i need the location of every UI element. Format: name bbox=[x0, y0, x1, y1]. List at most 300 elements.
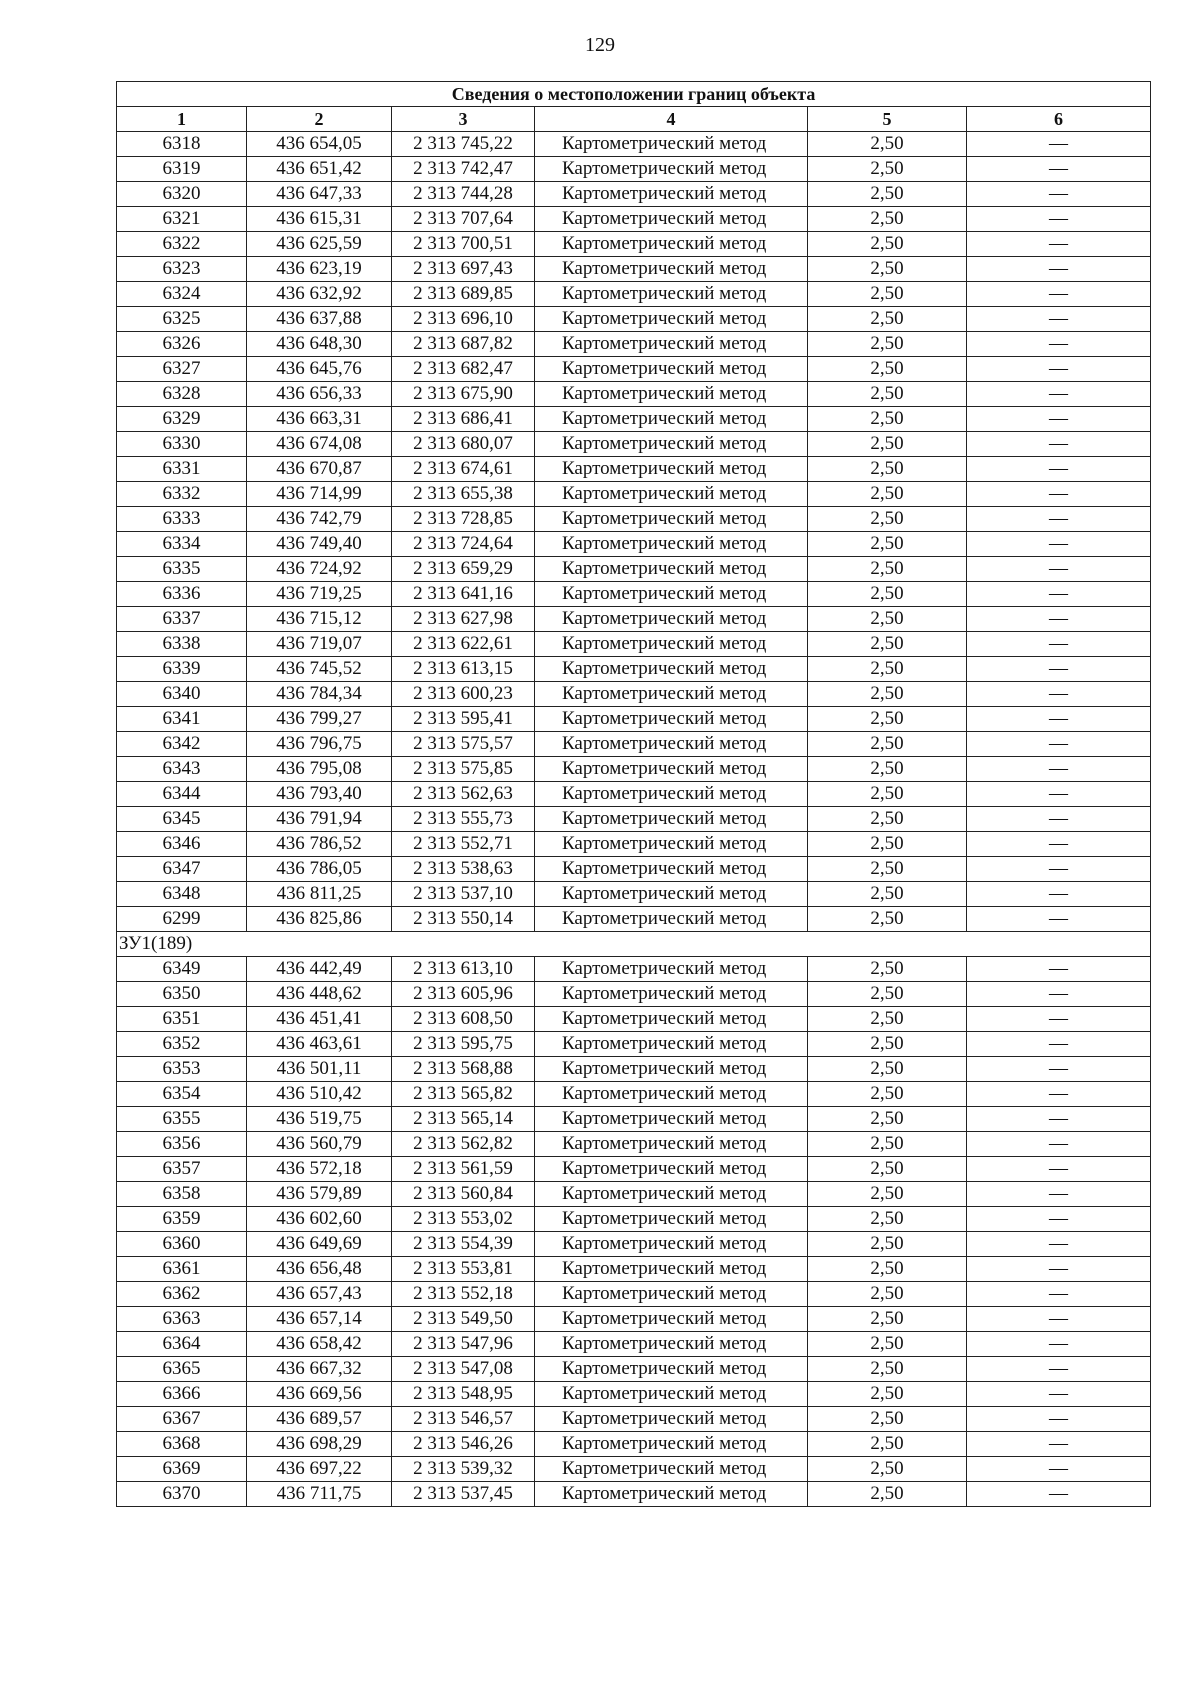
table-row bbox=[117, 1382, 1151, 1407]
table-cell: — bbox=[967, 507, 1151, 532]
table-cell: — bbox=[967, 1032, 1151, 1057]
table-cell: — bbox=[967, 1207, 1151, 1232]
table-cell: Картометрический метод bbox=[535, 332, 808, 357]
table-cell: Картометрический метод bbox=[535, 1157, 808, 1182]
table-cell: 6356 bbox=[117, 1132, 247, 1157]
table-cell: 436 649,69 bbox=[247, 1232, 392, 1257]
table-cell: 2,50 bbox=[808, 1382, 967, 1407]
table-cell: 2,50 bbox=[808, 157, 967, 182]
table-cell: — bbox=[967, 707, 1151, 732]
table-row bbox=[117, 1132, 1151, 1157]
table-row bbox=[117, 682, 1151, 707]
table-cell: 6299 bbox=[117, 907, 247, 932]
table-row bbox=[117, 307, 1151, 332]
table-cell: 6332 bbox=[117, 482, 247, 507]
table-cell: Картометрический метод bbox=[535, 357, 808, 382]
table-cell: 2,50 bbox=[808, 282, 967, 307]
table-row bbox=[117, 557, 1151, 582]
table-row bbox=[117, 1007, 1151, 1032]
table-row bbox=[117, 782, 1151, 807]
table-cell: Картометрический метод bbox=[535, 582, 808, 607]
table-cell: 2 313 562,82 bbox=[392, 1132, 535, 1157]
table-cell: — bbox=[967, 1307, 1151, 1332]
table-cell: Картометрический метод bbox=[535, 782, 808, 807]
table-cell: 436 451,41 bbox=[247, 1007, 392, 1032]
column-header: 4 bbox=[535, 107, 808, 132]
table-cell: 436 657,14 bbox=[247, 1307, 392, 1332]
table-cell: 2,50 bbox=[808, 507, 967, 532]
table-cell: 436 799,27 bbox=[247, 707, 392, 732]
table-row bbox=[117, 882, 1151, 907]
table-cell: 436 623,19 bbox=[247, 257, 392, 282]
table-cell: Картометрический метод bbox=[535, 557, 808, 582]
table-cell: — bbox=[967, 607, 1151, 632]
table-cell: 2 313 655,38 bbox=[392, 482, 535, 507]
table-cell: 436 786,52 bbox=[247, 832, 392, 857]
table-cell: — bbox=[967, 1057, 1151, 1082]
table-cell: 6328 bbox=[117, 382, 247, 407]
table-cell: 436 632,92 bbox=[247, 282, 392, 307]
table-row bbox=[117, 332, 1151, 357]
table-row bbox=[117, 357, 1151, 382]
table-cell: — bbox=[967, 1332, 1151, 1357]
table-cell: Картометрический метод bbox=[535, 1132, 808, 1157]
table-row bbox=[117, 257, 1151, 282]
table-cell: — bbox=[967, 682, 1151, 707]
table-cell: 436 651,42 bbox=[247, 157, 392, 182]
table-cell: 6370 bbox=[117, 1482, 247, 1507]
table-cell: 6353 bbox=[117, 1057, 247, 1082]
table-cell: 2,50 bbox=[808, 257, 967, 282]
table-cell: 2,50 bbox=[808, 732, 967, 757]
table-cell: 2 313 554,39 bbox=[392, 1232, 535, 1257]
table-cell: 6339 bbox=[117, 657, 247, 682]
table-cell: 436 719,25 bbox=[247, 582, 392, 607]
table-cell: Картометрический метод bbox=[535, 1207, 808, 1232]
table-row bbox=[117, 807, 1151, 832]
table-row bbox=[117, 182, 1151, 207]
table-cell: 436 658,42 bbox=[247, 1332, 392, 1357]
table-cell: Картометрический метод bbox=[535, 307, 808, 332]
table-cell: 6365 bbox=[117, 1357, 247, 1382]
table-cell: 436 715,12 bbox=[247, 607, 392, 632]
table-cell: Картометрический метод bbox=[535, 757, 808, 782]
table-cell: 2 313 560,84 bbox=[392, 1182, 535, 1207]
table-cell: 2,50 bbox=[808, 757, 967, 782]
table-cell: Картометрический метод bbox=[535, 657, 808, 682]
table-cell: — bbox=[967, 132, 1151, 157]
table-cell: — bbox=[967, 357, 1151, 382]
table-cell: 2 313 641,16 bbox=[392, 582, 535, 607]
table-cell: — bbox=[967, 1357, 1151, 1382]
table-row bbox=[117, 857, 1151, 882]
table-cell: 6334 bbox=[117, 532, 247, 557]
table-cell: 2 313 547,08 bbox=[392, 1357, 535, 1382]
table-cell: 436 501,11 bbox=[247, 1057, 392, 1082]
table-cell: 2 313 613,15 bbox=[392, 657, 535, 682]
table-cell: 6325 bbox=[117, 307, 247, 332]
table-cell: 2 313 552,18 bbox=[392, 1282, 535, 1307]
table-cell: 2,50 bbox=[808, 482, 967, 507]
table-cell: 2,50 bbox=[808, 1357, 967, 1382]
table-row bbox=[117, 407, 1151, 432]
column-header: 2 bbox=[247, 107, 392, 132]
table-row bbox=[117, 282, 1151, 307]
table-cell: — bbox=[967, 807, 1151, 832]
table-cell: 6368 bbox=[117, 1432, 247, 1457]
table-cell: 2,50 bbox=[808, 1207, 967, 1232]
table-cell: 436 615,31 bbox=[247, 207, 392, 232]
table-cell: 2,50 bbox=[808, 982, 967, 1007]
table-cell: 6350 bbox=[117, 982, 247, 1007]
table-cell: 2,50 bbox=[808, 532, 967, 557]
table-cell: — bbox=[967, 882, 1151, 907]
table-cell: — bbox=[967, 1432, 1151, 1457]
table-cell: Картометрический метод bbox=[535, 907, 808, 932]
table-cell: 2,50 bbox=[808, 132, 967, 157]
table-cell: 436 745,52 bbox=[247, 657, 392, 682]
table-cell: 436 786,05 bbox=[247, 857, 392, 882]
table-cell: 6338 bbox=[117, 632, 247, 657]
table-cell: 2 313 682,47 bbox=[392, 357, 535, 382]
table-cell: 436 442,49 bbox=[247, 957, 392, 982]
table-cell: 436 654,05 bbox=[247, 132, 392, 157]
table-cell: Картометрический метод bbox=[535, 1457, 808, 1482]
table-row bbox=[117, 232, 1151, 257]
table-cell: Картометрический метод bbox=[535, 882, 808, 907]
table-cell: 6342 bbox=[117, 732, 247, 757]
table-cell: — bbox=[967, 657, 1151, 682]
table-cell: 436 602,60 bbox=[247, 1207, 392, 1232]
boundary-coordinates-table bbox=[116, 81, 1151, 1507]
table-cell: Картометрический метод bbox=[535, 1107, 808, 1132]
table-cell: — bbox=[967, 232, 1151, 257]
table-cell: 2,50 bbox=[808, 607, 967, 632]
table-cell: 436 724,92 bbox=[247, 557, 392, 582]
table-cell: Картометрический метод bbox=[535, 482, 808, 507]
table-title-row bbox=[117, 82, 1151, 107]
table-cell: 2 313 680,07 bbox=[392, 432, 535, 457]
table-cell: Картометрический метод bbox=[535, 857, 808, 882]
table-cell: 2,50 bbox=[808, 1482, 967, 1507]
table-cell: — bbox=[967, 1007, 1151, 1032]
table-cell: Картометрический метод bbox=[535, 807, 808, 832]
table-cell: 436 510,42 bbox=[247, 1082, 392, 1107]
table-cell: 436 656,48 bbox=[247, 1257, 392, 1282]
table-cell: — bbox=[967, 307, 1151, 332]
table-cell: 436 519,75 bbox=[247, 1107, 392, 1132]
table-cell: 2,50 bbox=[808, 207, 967, 232]
table-cell: Картометрический метод bbox=[535, 1432, 808, 1457]
table-cell: 6337 bbox=[117, 607, 247, 632]
table-cell: 436 579,89 bbox=[247, 1182, 392, 1207]
table-cell: Картометрический метод bbox=[535, 432, 808, 457]
table-cell: 2 313 550,14 bbox=[392, 907, 535, 932]
table-cell: 436 796,75 bbox=[247, 732, 392, 757]
table-row bbox=[117, 457, 1151, 482]
table-cell: 6323 bbox=[117, 257, 247, 282]
table-row bbox=[117, 907, 1151, 932]
table-cell: Картометрический метод bbox=[535, 1032, 808, 1057]
table-cell: — bbox=[967, 532, 1151, 557]
table-cell: 436 663,31 bbox=[247, 407, 392, 432]
table-cell: 436 791,94 bbox=[247, 807, 392, 832]
table-cell: — bbox=[967, 457, 1151, 482]
table-cell: 2 313 555,73 bbox=[392, 807, 535, 832]
table-row bbox=[117, 1182, 1151, 1207]
table-cell: Картометрический метод bbox=[535, 607, 808, 632]
table-cell: Картометрический метод bbox=[535, 957, 808, 982]
table-cell: 436 648,30 bbox=[247, 332, 392, 357]
table-cell: 2,50 bbox=[808, 682, 967, 707]
table-cell: — bbox=[967, 382, 1151, 407]
table-cell: 2 313 674,61 bbox=[392, 457, 535, 482]
section-label: ЗУ1(189) bbox=[117, 932, 1151, 957]
table-row bbox=[117, 1082, 1151, 1107]
table-cell: 2 313 575,85 bbox=[392, 757, 535, 782]
table-row bbox=[117, 1457, 1151, 1482]
table-cell: 6366 bbox=[117, 1382, 247, 1407]
table-cell: 2,50 bbox=[808, 1032, 967, 1057]
table-cell: 436 711,75 bbox=[247, 1482, 392, 1507]
table-cell: Картометрический метод bbox=[535, 207, 808, 232]
table-cell: 2,50 bbox=[808, 657, 967, 682]
table-row bbox=[117, 1057, 1151, 1082]
table-cell: — bbox=[967, 1482, 1151, 1507]
table-cell: 436 670,87 bbox=[247, 457, 392, 482]
table-cell: 2,50 bbox=[808, 307, 967, 332]
table-cell: 2,50 bbox=[808, 1132, 967, 1157]
table-cell: 2 313 568,88 bbox=[392, 1057, 535, 1082]
table-cell: Картометрический метод bbox=[535, 282, 808, 307]
table-cell: 2 313 538,63 bbox=[392, 857, 535, 882]
table-cell: 6352 bbox=[117, 1032, 247, 1057]
table-cell: 2,50 bbox=[808, 957, 967, 982]
table-row bbox=[117, 757, 1151, 782]
table-row bbox=[117, 207, 1151, 232]
table-cell: 2 313 561,59 bbox=[392, 1157, 535, 1182]
table-row bbox=[117, 132, 1151, 157]
table-cell: Картометрический метод bbox=[535, 1232, 808, 1257]
table-cell: 2,50 bbox=[808, 907, 967, 932]
table-cell: Картометрический метод bbox=[535, 457, 808, 482]
table-cell: 2,50 bbox=[808, 1332, 967, 1357]
table-cell: — bbox=[967, 907, 1151, 932]
table-cell: 6369 bbox=[117, 1457, 247, 1482]
table-cell: 2 313 552,71 bbox=[392, 832, 535, 857]
table-cell: 6346 bbox=[117, 832, 247, 857]
table-cell: 436 448,62 bbox=[247, 982, 392, 1007]
table-cell: 2,50 bbox=[808, 407, 967, 432]
table-row bbox=[117, 1157, 1151, 1182]
table-cell: — bbox=[967, 1282, 1151, 1307]
table-cell: 2 313 742,47 bbox=[392, 157, 535, 182]
table-row bbox=[117, 1207, 1151, 1232]
table-cell: 2,50 bbox=[808, 582, 967, 607]
table-cell: 6330 bbox=[117, 432, 247, 457]
table-cell: 2 313 546,57 bbox=[392, 1407, 535, 1432]
table-cell: 2 313 675,90 bbox=[392, 382, 535, 407]
column-header: 1 bbox=[117, 107, 247, 132]
table-cell: Картометрический метод bbox=[535, 632, 808, 657]
table-row bbox=[117, 607, 1151, 632]
table-cell: Картометрический метод bbox=[535, 1332, 808, 1357]
table-cell: 2 313 547,96 bbox=[392, 1332, 535, 1357]
table-cell: 2,50 bbox=[808, 1307, 967, 1332]
table-cell: 2 313 553,81 bbox=[392, 1257, 535, 1282]
table-cell: Картометрический метод bbox=[535, 507, 808, 532]
table-cell: 6367 bbox=[117, 1407, 247, 1432]
table-cell: — bbox=[967, 832, 1151, 857]
table-row bbox=[117, 707, 1151, 732]
table-row bbox=[117, 1307, 1151, 1332]
table-cell: 2,50 bbox=[808, 1157, 967, 1182]
table-cell: 2,50 bbox=[808, 707, 967, 732]
table-cell: Картометрический метод bbox=[535, 1482, 808, 1507]
table-cell: 2 313 744,28 bbox=[392, 182, 535, 207]
table-cell: 2 313 553,02 bbox=[392, 1207, 535, 1232]
table-cell: 6326 bbox=[117, 332, 247, 357]
table-cell: 6318 bbox=[117, 132, 247, 157]
table-row bbox=[117, 832, 1151, 857]
table-cell: 6357 bbox=[117, 1157, 247, 1182]
table-cell: — bbox=[967, 207, 1151, 232]
table-cell: 2,50 bbox=[808, 232, 967, 257]
table-cell: Картометрический метод bbox=[535, 257, 808, 282]
table-cell: — bbox=[967, 1257, 1151, 1282]
table-cell: 2,50 bbox=[808, 1007, 967, 1032]
table-cell: Картометрический метод bbox=[535, 682, 808, 707]
table-cell: 2,50 bbox=[808, 807, 967, 832]
table-cell: — bbox=[967, 1107, 1151, 1132]
table-cell: 2,50 bbox=[808, 1282, 967, 1307]
table-cell: — bbox=[967, 632, 1151, 657]
table-cell: 6319 bbox=[117, 157, 247, 182]
table-cell: 2 313 546,26 bbox=[392, 1432, 535, 1457]
table-cell: 2 313 627,98 bbox=[392, 607, 535, 632]
table-row bbox=[117, 732, 1151, 757]
table-cell: 6362 bbox=[117, 1282, 247, 1307]
table-cell: 436 645,76 bbox=[247, 357, 392, 382]
table-cell: Картометрический метод bbox=[535, 1282, 808, 1307]
table-row bbox=[117, 1432, 1151, 1457]
table-cell: 436 560,79 bbox=[247, 1132, 392, 1157]
table-row bbox=[117, 1257, 1151, 1282]
table-row bbox=[117, 582, 1151, 607]
table-cell: 6343 bbox=[117, 757, 247, 782]
table-cell: Картометрический метод bbox=[535, 1382, 808, 1407]
table-cell: 2,50 bbox=[808, 632, 967, 657]
table-cell: 2 313 622,61 bbox=[392, 632, 535, 657]
table-cell: 2 313 600,23 bbox=[392, 682, 535, 707]
table-row bbox=[117, 532, 1151, 557]
table-cell: 2 313 686,41 bbox=[392, 407, 535, 432]
table-cell: — bbox=[967, 1157, 1151, 1182]
table-row bbox=[117, 657, 1151, 682]
table-row bbox=[117, 157, 1151, 182]
table-cell: 6340 bbox=[117, 682, 247, 707]
table-cell: 6358 bbox=[117, 1182, 247, 1207]
table-cell: 436 749,40 bbox=[247, 532, 392, 557]
table-cell: Картометрический метод bbox=[535, 1007, 808, 1032]
table-cell: 2,50 bbox=[808, 182, 967, 207]
table-row bbox=[117, 1407, 1151, 1432]
table-cell: Картометрический метод bbox=[535, 382, 808, 407]
table-cell: 6363 bbox=[117, 1307, 247, 1332]
table-cell: Картометрический метод bbox=[535, 982, 808, 1007]
table-cell: 6320 bbox=[117, 182, 247, 207]
table-cell: 2 313 707,64 bbox=[392, 207, 535, 232]
table-cell: 2,50 bbox=[808, 857, 967, 882]
column-header: 3 bbox=[392, 107, 535, 132]
table-cell: 436 667,32 bbox=[247, 1357, 392, 1382]
table-cell: 2,50 bbox=[808, 1182, 967, 1207]
table-cell: 6322 bbox=[117, 232, 247, 257]
table-cell: 2 313 687,82 bbox=[392, 332, 535, 357]
table-cell: 2 313 728,85 bbox=[392, 507, 535, 532]
table-cell: 436 697,22 bbox=[247, 1457, 392, 1482]
table-cell: — bbox=[967, 757, 1151, 782]
table-cell: 2,50 bbox=[808, 332, 967, 357]
table-cell: — bbox=[967, 1082, 1151, 1107]
table-cell: 2 313 659,29 bbox=[392, 557, 535, 582]
table-row bbox=[117, 1357, 1151, 1382]
table-row bbox=[117, 1232, 1151, 1257]
table-cell: 2,50 bbox=[808, 1257, 967, 1282]
table-cell: — bbox=[967, 482, 1151, 507]
table-cell: 2 313 537,45 bbox=[392, 1482, 535, 1507]
table-cell: 6359 bbox=[117, 1207, 247, 1232]
table-cell: 2 313 549,50 bbox=[392, 1307, 535, 1332]
table-cell: — bbox=[967, 1407, 1151, 1432]
column-header-row bbox=[117, 107, 1151, 132]
table-cell: Картометрический метод bbox=[535, 407, 808, 432]
table-cell: 6354 bbox=[117, 1082, 247, 1107]
table-title: Сведения о местоположении границ объекта bbox=[117, 82, 1151, 107]
table-cell: 2 313 700,51 bbox=[392, 232, 535, 257]
table-cell: Картометрический метод bbox=[535, 182, 808, 207]
table-cell: 436 674,08 bbox=[247, 432, 392, 457]
table-cell: 436 698,29 bbox=[247, 1432, 392, 1457]
table-cell: — bbox=[967, 332, 1151, 357]
table-cell: 436 656,33 bbox=[247, 382, 392, 407]
table-row bbox=[117, 482, 1151, 507]
table-cell: 436 647,33 bbox=[247, 182, 392, 207]
table-cell: Картометрический метод bbox=[535, 1182, 808, 1207]
table-cell: 436 795,08 bbox=[247, 757, 392, 782]
table-cell: 2,50 bbox=[808, 457, 967, 482]
table-cell: — bbox=[967, 1132, 1151, 1157]
table-cell: 6329 bbox=[117, 407, 247, 432]
table-row bbox=[117, 957, 1151, 982]
table-row bbox=[117, 432, 1151, 457]
table-cell: 2,50 bbox=[808, 1457, 967, 1482]
table-cell: — bbox=[967, 957, 1151, 982]
table-cell: — bbox=[967, 857, 1151, 882]
table-cell: 2,50 bbox=[808, 557, 967, 582]
table-cell: 2,50 bbox=[808, 432, 967, 457]
table-cell: — bbox=[967, 557, 1151, 582]
section-label-row bbox=[117, 932, 1151, 957]
table-cell: Картометрический метод bbox=[535, 1407, 808, 1432]
table-cell: 436 793,40 bbox=[247, 782, 392, 807]
table-cell: — bbox=[967, 432, 1151, 457]
table-cell: 2,50 bbox=[808, 782, 967, 807]
table-cell: 6345 bbox=[117, 807, 247, 832]
table-cell: 6355 bbox=[117, 1107, 247, 1132]
table-cell: 6324 bbox=[117, 282, 247, 307]
table-row bbox=[117, 382, 1151, 407]
